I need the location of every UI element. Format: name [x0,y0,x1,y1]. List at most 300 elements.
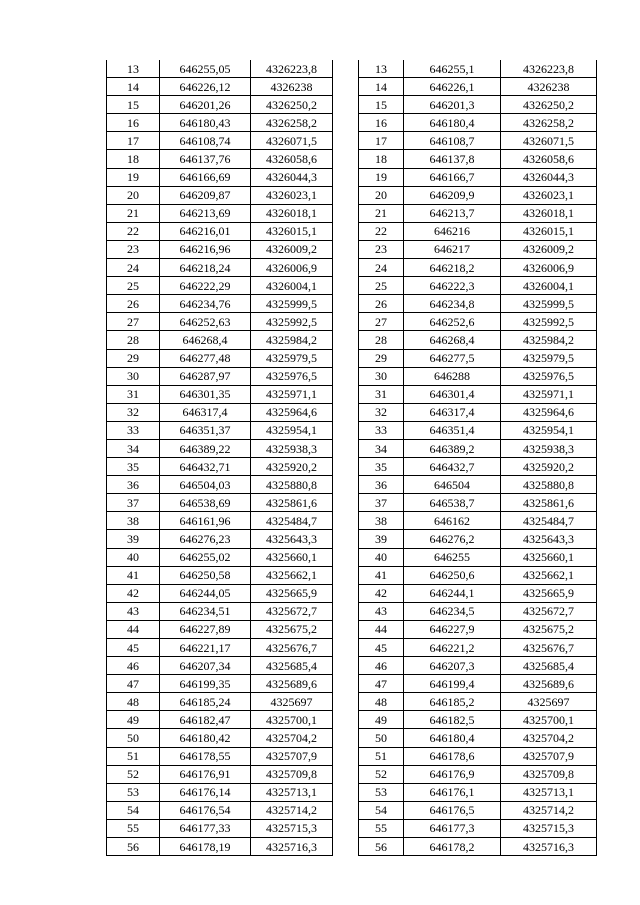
x-coordinate-cell: 646199,4 [404,675,501,693]
table-row [107,186,333,204]
y-coordinate-cell: 4326004,1 [501,277,597,295]
point-number-cell: 53 [359,783,404,801]
table-row [107,114,333,132]
point-number-cell: 39 [359,530,404,548]
point-number-cell: 17 [359,132,404,150]
x-coordinate-cell: 646301,4 [404,385,501,403]
table-row [107,60,333,78]
point-number-cell: 38 [359,512,404,530]
point-number-cell: 43 [107,602,160,620]
point-number-cell: 13 [107,60,160,78]
x-coordinate-cell: 646182,5 [404,711,501,729]
y-coordinate-cell: 4325920,2 [251,458,333,476]
x-coordinate-cell: 646216,96 [160,240,251,258]
point-number-cell: 54 [359,801,404,819]
x-coordinate-cell: 646213,69 [160,204,251,222]
y-coordinate-cell: 4325715,3 [501,819,597,837]
y-coordinate-cell: 4325660,1 [501,548,597,566]
point-number-cell: 38 [107,512,160,530]
x-coordinate-cell: 646166,69 [160,168,251,186]
table-row [359,458,597,476]
x-coordinate-cell: 646218,2 [404,259,501,277]
y-coordinate-cell: 4326023,1 [251,186,333,204]
y-coordinate-cell: 4325662,1 [251,566,333,584]
x-coordinate-cell: 646244,1 [404,584,501,602]
x-coordinate-cell: 646222,3 [404,277,501,295]
x-coordinate-cell: 646432,71 [160,458,251,476]
table-row [359,295,597,313]
y-coordinate-cell: 4326044,3 [251,168,333,186]
point-number-cell: 31 [359,385,404,403]
table-row [359,168,597,186]
table-row [107,331,333,349]
coordinates-table-right [358,60,597,856]
point-number-cell: 52 [107,765,160,783]
table-row [107,783,333,801]
table-row [359,602,597,620]
table-row [107,675,333,693]
point-number-cell: 39 [107,530,160,548]
y-coordinate-cell: 4325992,5 [251,313,333,331]
y-coordinate-cell: 4325709,8 [501,765,597,783]
y-coordinate-cell: 4326009,2 [251,240,333,258]
table-row [107,801,333,819]
y-coordinate-cell: 4325979,5 [251,349,333,367]
point-number-cell: 28 [359,331,404,349]
table-row [359,78,597,96]
table-row [107,838,333,856]
x-coordinate-cell: 646504,03 [160,476,251,494]
table-row [359,783,597,801]
y-coordinate-cell: 4325984,2 [251,331,333,349]
point-number-cell: 36 [107,476,160,494]
point-number-cell: 24 [107,259,160,277]
y-coordinate-cell: 4325707,9 [501,747,597,765]
x-coordinate-cell: 646432,7 [404,458,501,476]
point-number-cell: 29 [107,349,160,367]
y-coordinate-cell: 4326015,1 [501,222,597,240]
point-number-cell: 50 [107,729,160,747]
table-row [107,259,333,277]
table-row [359,639,597,657]
y-coordinate-cell: 4326250,2 [501,96,597,114]
x-coordinate-cell: 646209,87 [160,186,251,204]
point-number-cell: 49 [359,711,404,729]
y-coordinate-cell: 4325976,5 [251,367,333,385]
point-number-cell: 51 [107,747,160,765]
y-coordinate-cell: 4326258,2 [251,114,333,132]
x-coordinate-cell: 646234,5 [404,602,501,620]
y-coordinate-cell: 4326006,9 [251,259,333,277]
y-coordinate-cell: 4325999,5 [251,295,333,313]
x-coordinate-cell: 646255 [404,548,501,566]
table-row [107,476,333,494]
table-row [107,204,333,222]
table-row [107,96,333,114]
y-coordinate-cell: 4326009,2 [501,240,597,258]
y-coordinate-cell: 4325713,1 [251,783,333,801]
table-row [107,458,333,476]
y-coordinate-cell: 4325954,1 [501,421,597,439]
x-coordinate-cell: 646226,1 [404,78,501,96]
x-coordinate-cell: 646137,76 [160,150,251,168]
x-coordinate-cell: 646222,29 [160,277,251,295]
point-number-cell: 42 [359,584,404,602]
x-coordinate-cell: 646221,17 [160,639,251,657]
table-row [107,385,333,403]
point-number-cell: 37 [359,494,404,512]
table-row [359,494,597,512]
point-number-cell: 21 [359,204,404,222]
y-coordinate-cell: 4325714,2 [501,801,597,819]
point-number-cell: 50 [359,729,404,747]
table-row [107,421,333,439]
table-row [359,331,597,349]
point-number-cell: 18 [107,150,160,168]
x-coordinate-cell: 646277,48 [160,349,251,367]
table-row [359,421,597,439]
x-coordinate-cell: 646176,5 [404,801,501,819]
point-number-cell: 46 [107,657,160,675]
y-coordinate-cell: 4325700,1 [501,711,597,729]
table-row [107,494,333,512]
table-row [359,259,597,277]
table-row [107,240,333,258]
x-coordinate-cell: 646276,23 [160,530,251,548]
x-coordinate-cell: 646287,97 [160,367,251,385]
table-row [107,295,333,313]
point-number-cell: 14 [107,78,160,96]
point-number-cell: 20 [359,186,404,204]
x-coordinate-cell: 646180,4 [404,729,501,747]
table-row [107,620,333,638]
y-coordinate-cell: 4326238 [251,78,333,96]
x-coordinate-cell: 646178,19 [160,838,251,856]
table-row [359,96,597,114]
point-number-cell: 41 [359,566,404,584]
table-row [107,765,333,783]
y-coordinate-cell: 4326058,6 [251,150,333,168]
y-coordinate-cell: 4325689,6 [251,675,333,693]
y-coordinate-cell: 4325643,3 [251,530,333,548]
table-row [107,222,333,240]
y-coordinate-cell: 4326223,8 [251,60,333,78]
x-coordinate-cell: 646217 [404,240,501,258]
x-coordinate-cell: 646268,4 [404,331,501,349]
y-coordinate-cell: 4325964,6 [501,403,597,421]
table-row [107,729,333,747]
x-coordinate-cell: 646177,33 [160,819,251,837]
point-number-cell: 14 [359,78,404,96]
table-row [107,403,333,421]
table-row [107,78,333,96]
table-row [107,548,333,566]
point-number-cell: 28 [107,331,160,349]
y-coordinate-cell: 4325716,3 [501,838,597,856]
x-coordinate-cell: 646218,24 [160,259,251,277]
table-row [359,584,597,602]
x-coordinate-cell: 646351,37 [160,421,251,439]
point-number-cell: 56 [359,838,404,856]
y-coordinate-cell: 4326223,8 [501,60,597,78]
point-number-cell: 35 [359,458,404,476]
x-coordinate-cell: 646538,7 [404,494,501,512]
x-coordinate-cell: 646161,96 [160,512,251,530]
table-row [107,277,333,295]
y-coordinate-cell: 4325992,5 [501,313,597,331]
y-coordinate-cell: 4325665,9 [251,584,333,602]
table-row [107,693,333,711]
y-coordinate-cell: 4325715,3 [251,819,333,837]
x-coordinate-cell: 646288 [404,367,501,385]
x-coordinate-cell: 646201,3 [404,96,501,114]
table-row [359,349,597,367]
table-row [359,476,597,494]
table-row [359,439,597,457]
y-coordinate-cell: 4325676,7 [501,639,597,657]
point-number-cell: 49 [107,711,160,729]
y-coordinate-cell: 4326058,6 [501,150,597,168]
x-coordinate-cell: 646216,01 [160,222,251,240]
table-row [107,530,333,548]
y-coordinate-cell: 4326250,2 [251,96,333,114]
point-number-cell: 25 [359,277,404,295]
x-coordinate-cell: 646250,6 [404,566,501,584]
y-coordinate-cell: 4325704,2 [251,729,333,747]
x-coordinate-cell: 646317,4 [404,403,501,421]
point-number-cell: 32 [107,403,160,421]
x-coordinate-cell: 646108,7 [404,132,501,150]
table-row [107,584,333,602]
y-coordinate-cell: 4325714,2 [251,801,333,819]
point-number-cell: 37 [107,494,160,512]
table-row [359,277,597,295]
x-coordinate-cell: 646221,2 [404,639,501,657]
y-coordinate-cell: 4325685,4 [251,657,333,675]
point-number-cell: 23 [359,240,404,258]
x-coordinate-cell: 646180,4 [404,114,501,132]
point-number-cell: 20 [107,186,160,204]
point-number-cell: 48 [107,693,160,711]
x-coordinate-cell: 646227,9 [404,620,501,638]
y-coordinate-cell: 4325704,2 [501,729,597,747]
y-coordinate-cell: 4325880,8 [501,476,597,494]
point-number-cell: 17 [107,132,160,150]
x-coordinate-cell: 646178,55 [160,747,251,765]
table-row [359,114,597,132]
table-row [359,548,597,566]
y-coordinate-cell: 4326004,1 [251,277,333,295]
table-row [107,512,333,530]
x-coordinate-cell: 646176,9 [404,765,501,783]
x-coordinate-cell: 646185,24 [160,693,251,711]
table-row [359,675,597,693]
y-coordinate-cell: 4325716,3 [251,838,333,856]
y-coordinate-cell: 4325689,6 [501,675,597,693]
y-coordinate-cell: 4326071,5 [501,132,597,150]
x-coordinate-cell: 646176,14 [160,783,251,801]
table-row [107,367,333,385]
point-number-cell: 27 [107,313,160,331]
table-row [107,349,333,367]
point-number-cell: 40 [359,548,404,566]
point-number-cell: 15 [359,96,404,114]
x-coordinate-cell: 646389,2 [404,439,501,457]
x-coordinate-cell: 646201,26 [160,96,251,114]
y-coordinate-cell: 4326015,1 [251,222,333,240]
y-coordinate-cell: 4325662,1 [501,566,597,584]
x-coordinate-cell: 646301,35 [160,385,251,403]
x-coordinate-cell: 646351,4 [404,421,501,439]
y-coordinate-cell: 4325979,5 [501,349,597,367]
y-coordinate-cell: 4325697 [251,693,333,711]
point-number-cell: 42 [107,584,160,602]
table-row [359,150,597,168]
table-row [359,693,597,711]
table-row [359,222,597,240]
table-row [107,747,333,765]
x-coordinate-cell: 646176,1 [404,783,501,801]
point-number-cell: 54 [107,801,160,819]
table-row [359,204,597,222]
table-row [359,240,597,258]
table-row [359,819,597,837]
point-number-cell: 45 [359,639,404,657]
table-row [107,439,333,457]
x-coordinate-cell: 646178,2 [404,838,501,856]
x-coordinate-cell: 646268,4 [160,331,251,349]
point-number-cell: 52 [359,765,404,783]
x-coordinate-cell: 646176,54 [160,801,251,819]
table-row [107,657,333,675]
table-row [359,313,597,331]
point-number-cell: 55 [107,819,160,837]
x-coordinate-cell: 646178,6 [404,747,501,765]
x-coordinate-cell: 646504 [404,476,501,494]
y-coordinate-cell: 4325675,2 [251,620,333,638]
point-number-cell: 48 [359,693,404,711]
y-coordinate-cell: 4325672,7 [501,602,597,620]
x-coordinate-cell: 646176,91 [160,765,251,783]
point-number-cell: 44 [359,620,404,638]
y-coordinate-cell: 4325971,1 [501,385,597,403]
x-coordinate-cell: 646182,47 [160,711,251,729]
y-coordinate-cell: 4326258,2 [501,114,597,132]
table-row [107,819,333,837]
table-row [359,566,597,584]
table-row [359,403,597,421]
y-coordinate-cell: 4325984,2 [501,331,597,349]
point-number-cell: 33 [107,421,160,439]
point-number-cell: 16 [107,114,160,132]
table-row [359,367,597,385]
x-coordinate-cell: 646252,6 [404,313,501,331]
y-coordinate-cell: 4325971,1 [251,385,333,403]
table-row [359,132,597,150]
x-coordinate-cell: 646162 [404,512,501,530]
y-coordinate-cell: 4326071,5 [251,132,333,150]
point-number-cell: 41 [107,566,160,584]
point-number-cell: 44 [107,620,160,638]
point-number-cell: 30 [359,367,404,385]
point-number-cell: 45 [107,639,160,657]
y-coordinate-cell: 4325700,1 [251,711,333,729]
point-number-cell: 47 [359,675,404,693]
table-row [107,150,333,168]
y-coordinate-cell: 4325861,6 [501,494,597,512]
point-number-cell: 31 [107,385,160,403]
y-coordinate-cell: 4325685,4 [501,657,597,675]
table-row [107,711,333,729]
table-row [359,186,597,204]
y-coordinate-cell: 4325697 [501,693,597,711]
table-row [359,385,597,403]
point-number-cell: 51 [359,747,404,765]
table-row [107,639,333,657]
x-coordinate-cell: 646180,43 [160,114,251,132]
point-number-cell: 47 [107,675,160,693]
point-number-cell: 56 [107,838,160,856]
point-number-cell: 43 [359,602,404,620]
x-coordinate-cell: 646177,3 [404,819,501,837]
x-coordinate-cell: 646180,42 [160,729,251,747]
x-coordinate-cell: 646137,8 [404,150,501,168]
table-row [359,657,597,675]
y-coordinate-cell: 4325964,6 [251,403,333,421]
point-number-cell: 30 [107,367,160,385]
table-row [359,765,597,783]
x-coordinate-cell: 646252,63 [160,313,251,331]
x-coordinate-cell: 646166,7 [404,168,501,186]
y-coordinate-cell: 4325920,2 [501,458,597,476]
table-row [359,60,597,78]
y-coordinate-cell: 4326044,3 [501,168,597,186]
table-row [359,747,597,765]
x-coordinate-cell: 646207,3 [404,657,501,675]
y-coordinate-cell: 4326018,1 [501,204,597,222]
point-number-cell: 55 [359,819,404,837]
point-number-cell: 26 [107,295,160,313]
x-coordinate-cell: 646276,2 [404,530,501,548]
y-coordinate-cell: 4325707,9 [251,747,333,765]
x-coordinate-cell: 646234,8 [404,295,501,313]
y-coordinate-cell: 4325713,1 [501,783,597,801]
x-coordinate-cell: 646255,05 [160,60,251,78]
x-coordinate-cell: 646317,4 [160,403,251,421]
point-number-cell: 27 [359,313,404,331]
point-number-cell: 46 [359,657,404,675]
point-number-cell: 34 [107,439,160,457]
x-coordinate-cell: 646234,76 [160,295,251,313]
point-number-cell: 19 [107,168,160,186]
table-row [359,801,597,819]
x-coordinate-cell: 646255,02 [160,548,251,566]
y-coordinate-cell: 4325709,8 [251,765,333,783]
y-coordinate-cell: 4325976,5 [501,367,597,385]
y-coordinate-cell: 4325672,7 [251,602,333,620]
point-number-cell: 29 [359,349,404,367]
y-coordinate-cell: 4325484,7 [251,512,333,530]
table-row [359,620,597,638]
y-coordinate-cell: 4325643,3 [501,530,597,548]
point-number-cell: 36 [359,476,404,494]
x-coordinate-cell: 646227,89 [160,620,251,638]
point-number-cell: 24 [359,259,404,277]
point-number-cell: 19 [359,168,404,186]
point-number-cell: 33 [359,421,404,439]
y-coordinate-cell: 4325880,8 [251,476,333,494]
x-coordinate-cell: 646213,7 [404,204,501,222]
